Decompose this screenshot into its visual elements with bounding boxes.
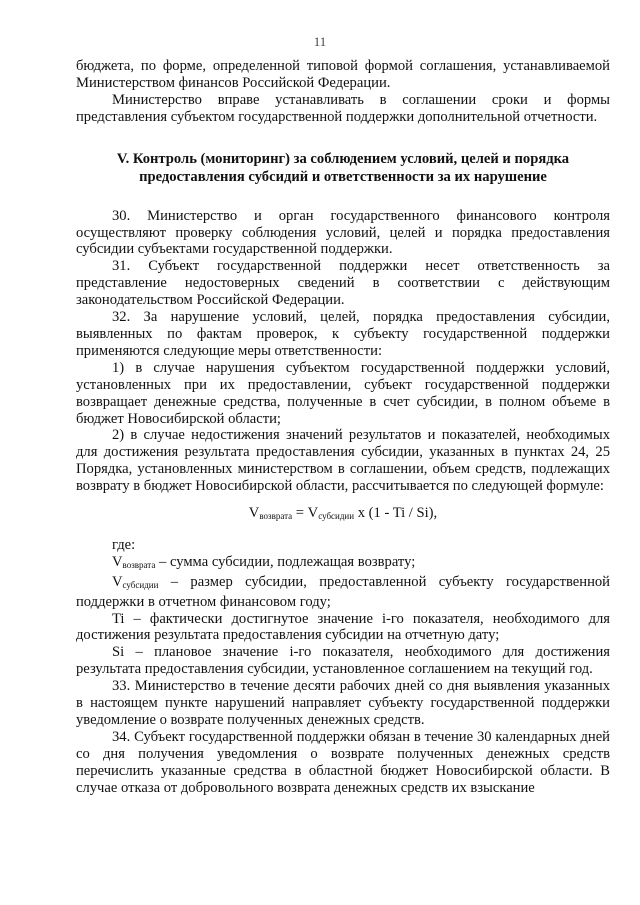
paragraph-30: 30. Министерство и орган государственного финансового контроля осуществляют проверку соблюдения условий, целей и порядка предоставления субсидии субъектами государственной поддержки. — [76, 207, 610, 258]
document-body — [76, 58, 610, 797]
refund-formula — [76, 505, 610, 525]
definition-v-subsidy — [76, 574, 610, 611]
paragraph-reporting-terms: Министерство вправе устанавливать в соглашении сроки и формы представления субъектом государственной поддержки дополнительной отчетности. — [76, 91, 610, 125]
paragraph-32-item-2: 2) в случае недостижения значений результатов и показателей, необходимых для достижения результата предоставления субсидии, указанных в пунктах 24, 25 Порядка, установленных министерством в соглашении, объем средств, подлежащих возврату в бюджет Новосибирской области, рассчитывается по следующей формуле: — [76, 427, 610, 495]
where-label: где: — [112, 536, 136, 553]
formula-sub-return: возврата — [259, 511, 293, 522]
def-v-return-sub: возврата — [122, 559, 156, 570]
paragraph-34: 34. Субъект государственной поддержки обязан в течение 30 календарных дней со дня получения уведомления о возврате полученных денежных средств перечислить указанные средства в областной бюджет Новосибирской области. В случае отказа от добровольного возврата денежных средств их взыскание — [76, 728, 610, 796]
paragraph-budget-form: бюджета, по форме, определенной типовой формой соглашения, устанавливаемой Министерством финансов Российской Федерации. — [76, 58, 610, 91]
def-v-subsidy-symbol: V — [112, 573, 123, 590]
definition-v-return — [76, 554, 610, 574]
page-number: 11 — [313, 34, 327, 49]
definition-ti: Ti – фактически достигнутое значение i-го показателя, необходимого для достижения результата предоставления субсидии на отчетную дату; — [76, 610, 610, 644]
paragraph-32: 32. За нарушение условий, целей, порядка предоставления субсидии, выявленных по фактам проверок, к субъекту государственной поддержки применяются следующие меры ответственности: — [76, 309, 610, 359]
formula-v: V — [248, 505, 260, 522]
definition-si: Si – плановое значение i-го показателя, необходимого для достижения результата предоставления субсидии, установленное соглашением на текущий год. — [76, 644, 610, 678]
section-heading: V. Контроль (мониторинг) за соблюдением условий, целей и порядка предоставления субсидий и ответственности за их нарушение — [116, 150, 570, 185]
def-v-subsidy-text: – размер субсидии, предоставленной субъекту государственной поддержки в отчетном финансовом году; — [76, 573, 610, 610]
formula-equals: = V — [292, 505, 319, 522]
def-v-return-symbol: V — [112, 553, 123, 570]
def-v-subsidy-sub: субсидии — [122, 579, 159, 590]
paragraph-31: 31. Субъект государственной поддержки несет ответственность за представление недостоверных сведений в соответствии с действующим законодательством Российской Федерации. — [76, 258, 610, 309]
def-v-return-text: – сумма субсидии, подлежащая возврату; — [155, 553, 416, 570]
formula-rest: x (1 - Ti / Si), — [354, 505, 438, 522]
paragraph-33: 33. Министерство в течение десяти рабочих дней со дня выявления указанных в настоящем пункте нарушений направляет субъекту государственной поддержки уведомление о возврате полученных денежных средств. — [76, 678, 610, 728]
paragraph-32-item-1: 1) в случае нарушения субъектом государственной поддержки условий, установленных при их предоставлении, субъект государственной поддержки возвращает денежные средства, полученные в счет субсидии, в полном объеме в бюджет Новосибирской области; — [76, 359, 610, 427]
formula-sub-subsidy: субсидии — [318, 511, 355, 522]
